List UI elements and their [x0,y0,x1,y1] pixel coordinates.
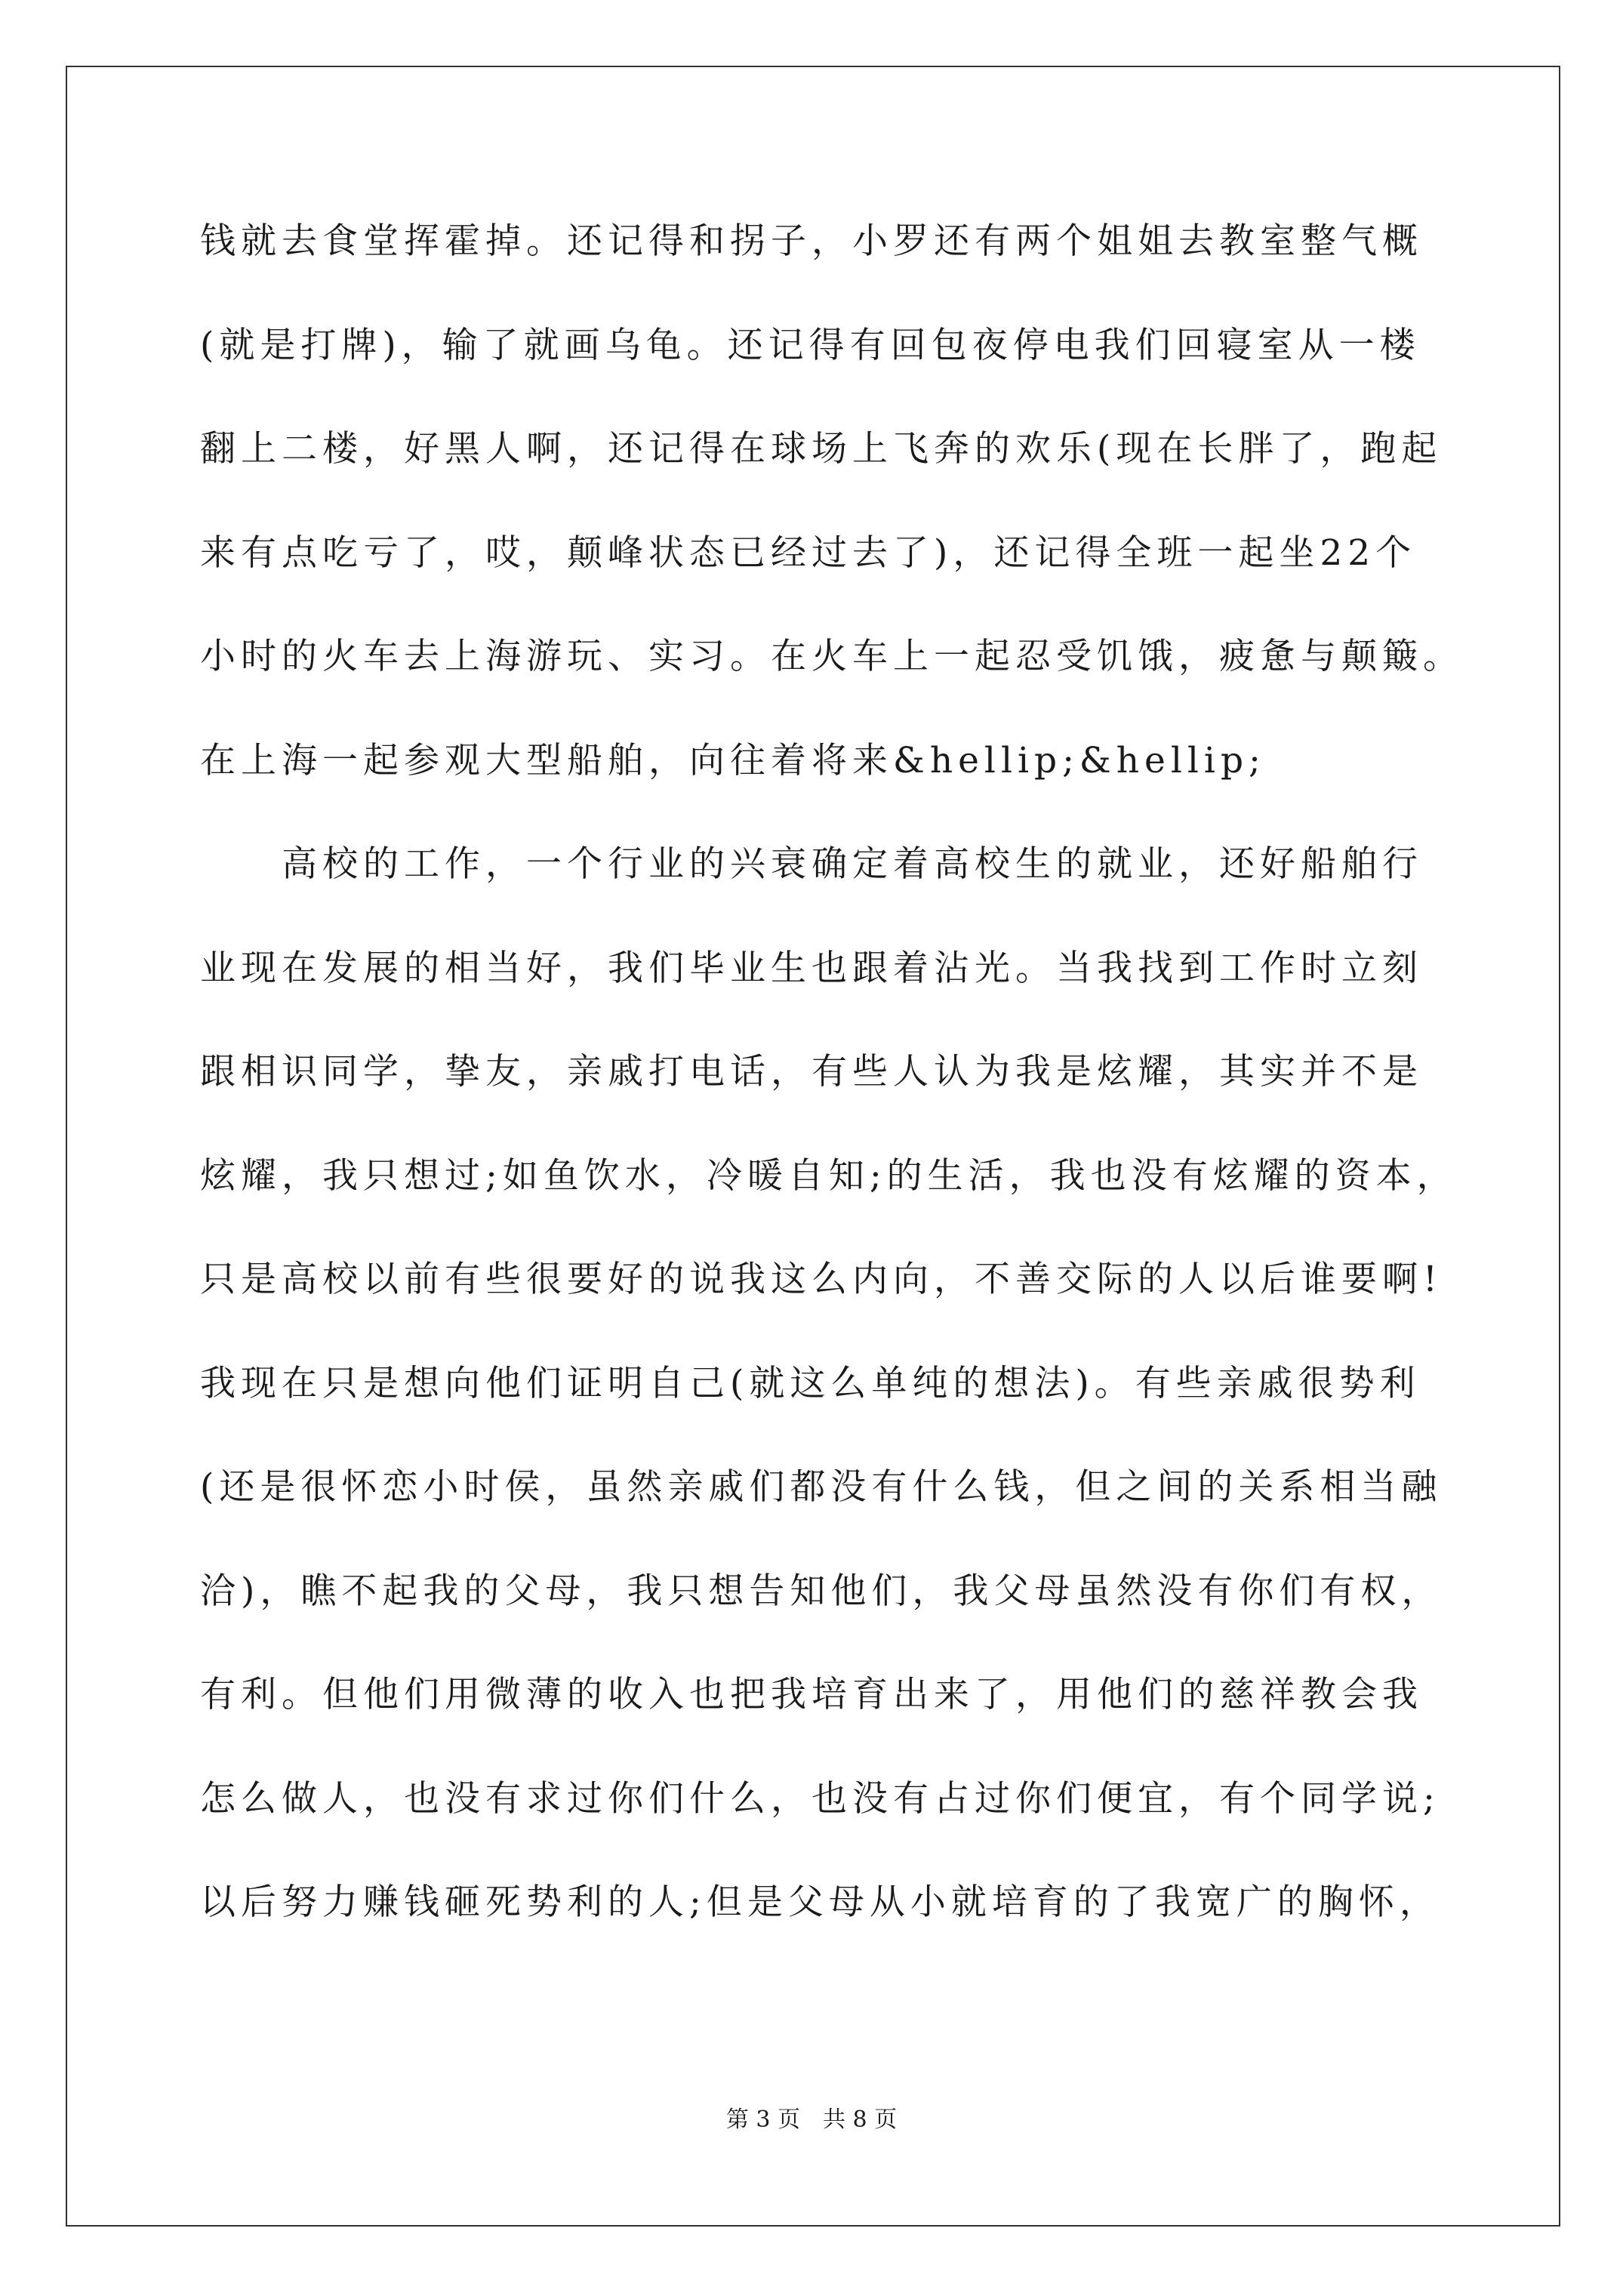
text-line: 有利。但他们用微薄的收入也把我培育出来了，用他们的慈祥教会我 [200,1674,1423,1715]
text-line: 怎么做人，也没有求过你们什么，也没有占过你们便宜，有个同学说; [200,1777,1440,1820]
text-line: (就是打牌)，输了就画乌龟。还记得有回包夜停电我们回寝室从一楼 [200,324,1421,366]
text-line: 跟相识同学，挚友，亲戚打电话，有些人认为我是炫耀，其实并不是 [200,1051,1423,1093]
text-line: 翻上二楼，好黑人啊，还记得在球场上飞奔的欢乐(现在长胖了，跑起 [200,428,1443,470]
paragraph-start-line: 高校的工作，一个行业的兴衰确定着高校生的就业，还好船舶行 [282,843,1423,885]
text-line: 钱就去食堂挥霍掉。还记得和拐子，小罗还有两个姐姐去教室整气概 [200,220,1423,262]
page-number: 第 3 页 共 8 页 [725,2106,898,2133]
text-line: (还是很怀恋小时侯，虽然亲戚们都没有什么钱，但之间的关系相当融 [200,1466,1443,1508]
text-line: 洽)，瞧不起我的父母，我只想告知他们，我父母虽然没有你们有权， [200,1570,1443,1612]
body-text [200,213,1464,1978]
text-line: 来有点吃亏了，哎，颠峰状态已经过去了)，还记得全班一起坐22个 [200,532,1417,574]
text-line: 小时的火车去上海游玩、实习。在火车上一起忍受饥饿，疲惫与颠簸。 [200,636,1464,677]
text-line: 我现在只是想向他们证明自己(就这么单纯的想法)。有些亲戚很势利 [200,1362,1421,1404]
text-line: 以后努力赚钱砸死势利的人;但是父母从小就培育的了我宽广的胸怀， [200,1881,1440,1923]
text-line: 炫耀，我只想过;如鱼饮水，冷暖自知;的生活，我也没有炫耀的资本， [200,1154,1458,1197]
text-line: 业现在发展的相当好，我们毕业生也跟着沾光。当我找到工作时立刻 [200,947,1423,989]
text-line: 在上海一起参观大型船舶，向往着将来&hellip;&hellip; [200,739,1266,781]
text-line: 只是高校以前有些很要好的说我这么内向，不善交际的人以后谁要啊! [200,1259,1443,1300]
